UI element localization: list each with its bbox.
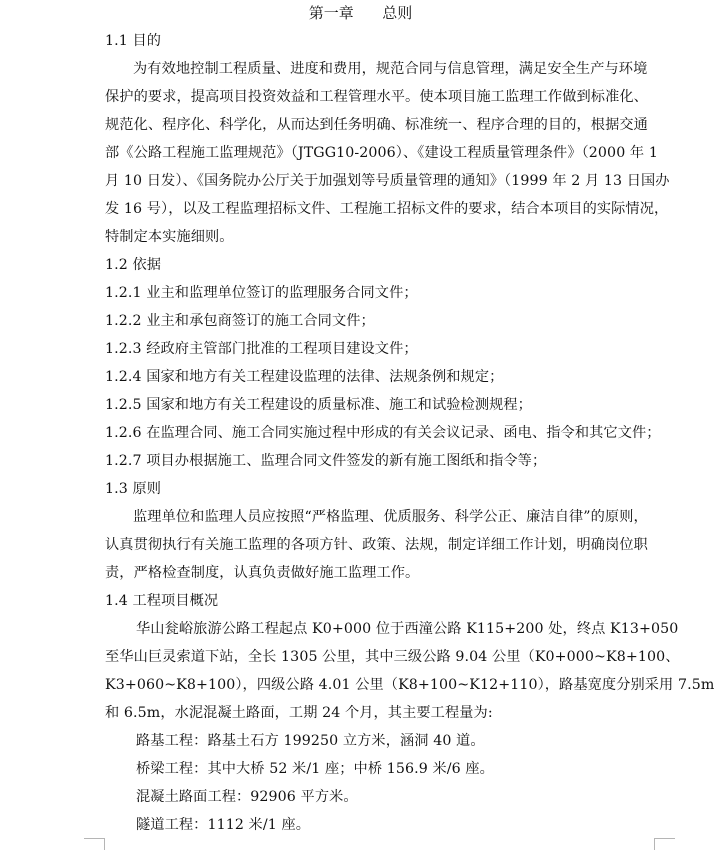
margin-corner-mark	[84, 838, 104, 849]
paragraph-line: 为有效地控制工程质量、进度和费用，规范合同与信息管理，满足安全生产与环境	[133, 61, 648, 77]
section-heading-principles: 1.3 原则	[105, 481, 162, 497]
paragraph-line: 华山瓮峪旅游公路工程起点 K0+000 位于西潼公路 K115+200 处，终点 K13+050	[136, 621, 679, 637]
paragraph-line: K3+060~K8+100），四级公路 4.01 公里（K8+100~K12+110），路基宽度分别采用 7.5m	[105, 677, 715, 693]
paragraph-line: 月 10 日发）、《国务院办公厅关于加强划等号质量管理的通知》（1999 年 2 月 13 日国办	[105, 173, 670, 189]
margin-corner-mark	[654, 838, 655, 850]
quantity-item: 路基工程：路基土石方 199250 立方米，涵洞 40 道。	[136, 733, 485, 749]
margin-corner-mark	[655, 838, 675, 849]
section-heading-purpose: 1.1 目的	[105, 33, 162, 49]
list-item: 1.2.6 在监理合同、施工合同实施过程中形成的有关会议记录、函电、指令和其它文件；	[105, 425, 661, 441]
list-item: 1.2.4 国家和地方有关工程建设监理的法律、法规条例和规定；	[105, 369, 504, 385]
section-heading-basis: 1.2 依据	[105, 257, 162, 273]
margin-corner-mark	[104, 838, 105, 850]
paragraph-line: 和 6.5m，水泥混凝土路面，工期 24 个月，其主要工程量为:	[105, 705, 493, 721]
paragraph-line: 发 16 号），以及工程监理招标文件、工程施工招标文件的要求，结合本项目的实际情况，	[105, 201, 669, 217]
paragraph-line: 责，严格检查制度，认真负责做好施工监理工作。	[105, 565, 420, 581]
quantity-item: 桥梁工程：其中大桥 52 米/1 座；中桥 156.9 米/6 座。	[136, 761, 494, 777]
paragraph-line: 保护的要求，提高项目投资效益和工程管理水平。使本项目施工监理工作做到标准化、	[105, 89, 648, 105]
list-item: 1.2.5 国家和地方有关工程建设的质量标准、施工和试验检测规程；	[105, 397, 532, 413]
quantity-item: 混凝土路面工程：92906 平方米。	[136, 789, 358, 805]
section-heading-overview: 1.4 工程项目概况	[105, 593, 219, 609]
list-item: 1.2.1 业主和监理单位签订的监理服务合同文件；	[105, 285, 418, 301]
paragraph-line: 规范化、程序化、科学化，从而达到任务明确、标准统一、程序合理的目的，根据交通	[105, 117, 648, 133]
list-item: 1.2.7 项目办根据施工、监理合同文件签发的新有施工图纸和指令等；	[105, 453, 547, 469]
paragraph-line: 特制定本实施细则。	[105, 229, 234, 245]
list-item: 1.2.2 业主和承包商签订的施工合同文件；	[105, 313, 375, 329]
paragraph-line: 至华山巨灵索道下站，全长 1305 公里，其中三级公路 9.04 公里（K0+000~K8+100、	[105, 649, 680, 665]
paragraph-line: 部《公路工程施工监理规范》（JTGG10-2006）、《建设工程质量管理条件》（2000 年 1	[105, 145, 658, 161]
paragraph-line: 认真贯彻执行有关施工监理的各项方针、政策、法规，制定详细工作计划，明确岗位职	[105, 537, 648, 553]
list-item: 1.2.3 经政府主管部门批准的工程项目建设文件；	[105, 341, 418, 357]
paragraph-line: 监理单位和监理人员应按照“严格监理、优质服务、科学公正、廉洁自律”的原则，	[133, 509, 648, 525]
chapter-title: 第一章 总则	[308, 4, 413, 22]
quantity-item: 隧道工程：1112 米/1 座。	[136, 817, 311, 833]
